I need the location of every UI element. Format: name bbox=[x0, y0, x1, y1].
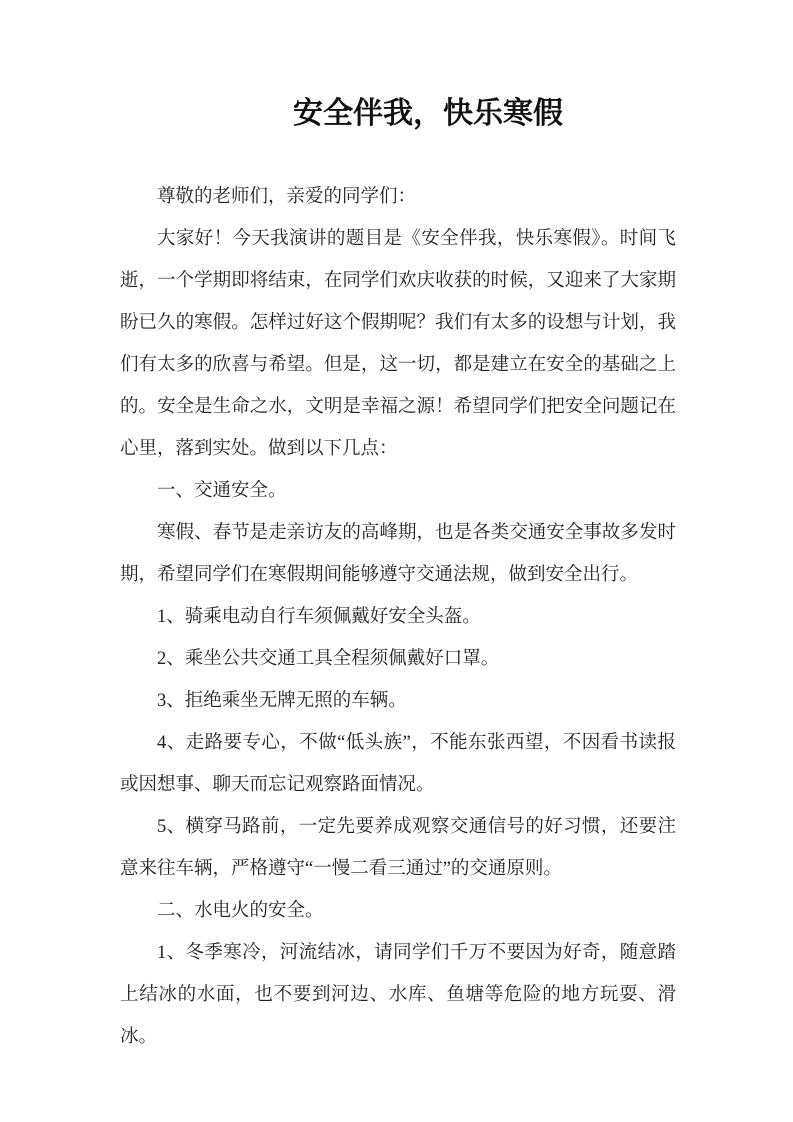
paragraph-section-1-title: 一、交通安全。 bbox=[157, 481, 287, 501]
paragraph-item-1-4: 4、走路要专心，不做“低头族”，不能东张西望，不因看书读报或因想事、聊天而忘记观察路面情况。 bbox=[120, 733, 676, 795]
paragraph-section-1-lead: 寒假、春节是走亲访友的高峰期，也是各类交通安全事故多发时期，希望同学们在寒假期间能够遵守交通法规，做到安全出行。 bbox=[120, 523, 676, 585]
paragraph-salutation: 尊敬的老师们，亲爱的同学们： bbox=[157, 187, 417, 207]
paragraph-item-1-1: 1、骑乘电动自行车须佩戴好安全头盔。 bbox=[157, 607, 481, 627]
paragraph-item-1-2: 2、乘坐公共交通工具全程须佩戴好口罩。 bbox=[157, 649, 500, 669]
paragraph-intro: 大家好！今天我演讲的题目是《安全伴我，快乐寒假》。时间飞逝，一个学期即将结束，在同学们欢庆收获的时候，又迎来了大家期盼已久的寒假。怎样过好这个假期呢？我们有太多的设想与计划，我们有太多的欣喜与希望。但是，这一切，都是建立在安全的基础之上的。安全是生命之水，文明是幸福之源！希望同学们把安全问题记在心里，落到实处。做到以下几点： bbox=[120, 229, 676, 459]
document-body bbox=[120, 176, 676, 1058]
paragraph-item-2-1: 1、冬季寒冷，河流结冰，请同学们千万不要因为好奇，随意踏上结冰的水面，也不要到河边、水库、鱼塘等危险的地方玩耍、滑冰。 bbox=[120, 943, 676, 1047]
paragraph-section-2-title: 二、水电火的安全。 bbox=[157, 901, 324, 921]
document-title: 安全伴我，快乐寒假 bbox=[293, 97, 563, 130]
paragraph-item-1-3: 3、拒绝乘坐无牌无照的车辆。 bbox=[157, 691, 407, 711]
paragraph-item-1-5: 5、横穿马路前，一定先要养成观察交通信号的好习惯，还要注意来往车辆，严格遵守“一慢二看三通过”的交通原则。 bbox=[120, 817, 676, 879]
